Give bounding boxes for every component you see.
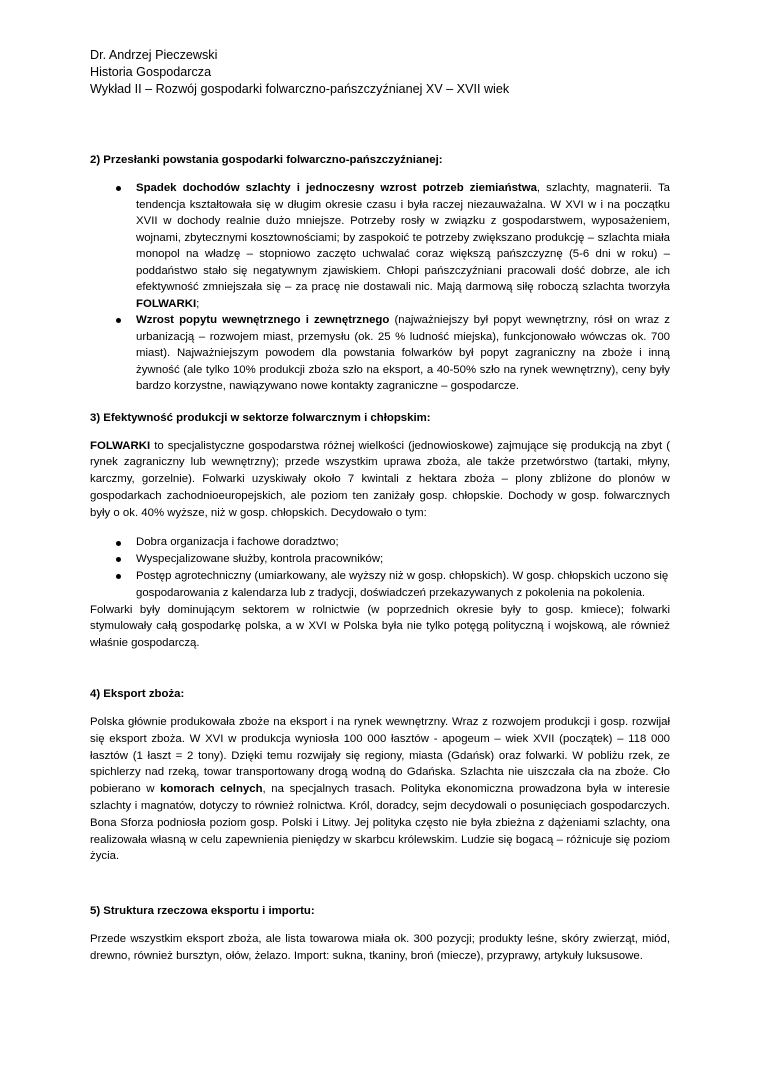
section-3 <box>90 410 670 653</box>
list-item <box>136 534 670 551</box>
bullet-icon <box>116 574 121 579</box>
intro-lead: FOLWARKI <box>90 439 151 452</box>
section-5-body: Przede wszystkim eksport zboża, ale lista towarowa miała ok. 300 pozycji; produkty leśne, skóry zwierząt, miód, drewno, również bursztyn, ołów, żelazo. Import: sukna, tkaniny, broń (miecze), przyprawy, artykuły luksusowe. <box>90 933 670 963</box>
bullet-icon <box>116 186 121 191</box>
section-2 <box>90 152 670 395</box>
list-item-emphasis: FOLWARKI <box>136 297 197 310</box>
list-item-end: ; <box>196 297 200 310</box>
list-item-text: , szlachty, magnaterii. Ta tendencja kształtowała się w długim okresie czasu i była raczej niezauważalna. W XVI w i na początku XVII w dochody realnie dużo mniejsze. Potrzeby rosły w związku z gospodarstwem, wyposażeniem, wojnami, zbytecznymi kosztownościami; by zaspokoić te potrzeby zwiększano produkcję – szlachta miała monopol na władzę – stopniowo zaczęto uchwalać coraz większą pańszczyznę (5-6 dni w roku) – poddaństwo stało się negatywnym zjawiskiem. Chłopi pańszczyźniani pracowali dość dobrze, ale ich efektywność zmniejszała się – za pracę nie dostawali nic. Mają darmową siłę roboczą szlachta tworzyła <box>136 182 671 293</box>
list-item <box>136 551 670 568</box>
body-emphasis: komorach celnych <box>160 783 263 796</box>
intro-text: to specjalistyczne gospodarstwa różnej wielkości (jednowioskowe) zajmujące się produkcją na zbyt ( rynek zagraniczny lub wewnętrzny); przede wszystkim uprawa zboża, ale także przetwórstwo (tartaki, młyny, karczmy, gorzelnie). Folwarki uzyskiwały około 7 kwintali z hektara zboża – plony zbliżone do plonów w gospodarkach zachodnioeuropejskich, ale poziom ten zaniżały gosp. chłopskie. Dochody w gosp. folwarcznych były o ok. 40% wyższe, niż w gosp. chłopskich. Decydowało o tym: <box>90 439 670 519</box>
section-4-body <box>90 714 670 865</box>
list-item-text: (najważniejszy był popyt wewnętrzny, rósł on wraz z urbanizacją – rozwojem miast, przemysłu (ok. 25 % ludność miejska), funkcjonowało wówczas ok. 700 miast). Najważniejszym powodem dla powstania folwarków był popyt zagraniczny na zboże i inną żywność (ale tylko 10% produkcji zboża szło na eksport, a 40-50% szło na rynek wewnętrzny), ceny były bardzo korzystne, nawiązywano nowe kontakty zagraniczne – gospodarcze. <box>136 314 670 392</box>
body-text-before: Polska głównie produkowała zboże na eksport i na rynek wewnętrzny. Wraz z rozwojem produkcji i gosp. rozwijał się eksport zboża. W XVI w produkcja wyniosła 100 000 łasztów - apogeum – wiek XVII (początek) – 118 000 łasztów (1 łaszt = 2 tony). Dzięki temu rozwijały się regiony, miasta (Gdańsk) oraz folwarki. W pobliżu rzek, ze spichlerzy nad rzeką, towar transportowany drogą wodną do Gdańska. Szlachta nie uiszczała cła na zboże. Cło pobierano w <box>90 716 670 796</box>
section-3-intro <box>90 438 670 522</box>
section-5-heading: 5) Struktura rzeczowa eksportu i importu: <box>90 905 315 918</box>
list-item <box>136 180 670 312</box>
list-item <box>136 568 670 602</box>
author-line: Dr. Andrzej Pieczewski <box>90 48 218 62</box>
section-5 <box>90 903 670 965</box>
section-4-heading: 4) Eksport zboża: <box>90 688 185 701</box>
lecture-title: Wykład II – Rozwój gospodarki folwarczno-pańszczyźnianej XV – XVII wiek <box>90 82 510 96</box>
bullet-icon <box>116 557 121 562</box>
section-3-heading: 3) Efektywność produkcji w sektorze folwarcznym i chłopskim: <box>90 411 431 424</box>
list-item <box>136 312 670 395</box>
section-4 <box>90 686 670 865</box>
bullet-icon <box>116 318 121 323</box>
bullet-icon <box>116 541 121 546</box>
list-item-lead: Spadek dochodów szlachty i jednoczesny wzrost potrzeb ziemiaństwa <box>136 182 537 194</box>
section-2-heading: 2) Przesłanki powstania gospodarki folwarczno-pańszczyźnianej: <box>90 154 443 166</box>
section-3-closing: Folwarki były dominującym sektorem w rolnictwie (w poprzednich okresie były to gosp. kmiece); folwarki stymulowały całą gospodarkę polska, a w XVI w Polska była nie tylko potęgą polityczną i wojskową, ale również właśnie gospodarczą. <box>90 603 670 650</box>
list-item-lead: Wzrost popytu wewnętrznego i zewnętrznego <box>136 314 390 326</box>
document-header <box>90 47 670 98</box>
body-text-after: , na specjalnych trasach. Polityka ekonomiczna prowadzona była w interesie szlachty i magnatów, dotyczy to również rolnictwa. Król, doradcy, sejm decydowali o posunięciach gospodarczych. Bona Sforza podniosła poziom gosp. Polski i Litwy. Jej polityka często nie była zbieżna z dążeniami szlachty, ona realizowała własną w celu zapewnienia pieniędzy w skarbcu królewskim. Ludzie się bogacą – różnicuje się poziom życia. <box>90 783 670 863</box>
list-item-text: Dobra organizacja i fachowe doradztwo; <box>136 536 339 549</box>
factors-list <box>90 534 670 601</box>
premises-list <box>90 180 670 395</box>
list-item-text: Wyspecjalizowane służby, kontrola pracowników; <box>136 553 384 566</box>
course-line: Historia Gospodarcza <box>90 65 212 79</box>
list-item-text: Postęp agrotechniczny (umiarkowany, ale wyższy niż w gosp. chłopskich). W gosp. chłopskich uczono się gospodarowania z kalendarza lub z tradycji, doświadczeń przekazywanych z pokolenia na pokolenia. <box>136 570 669 599</box>
